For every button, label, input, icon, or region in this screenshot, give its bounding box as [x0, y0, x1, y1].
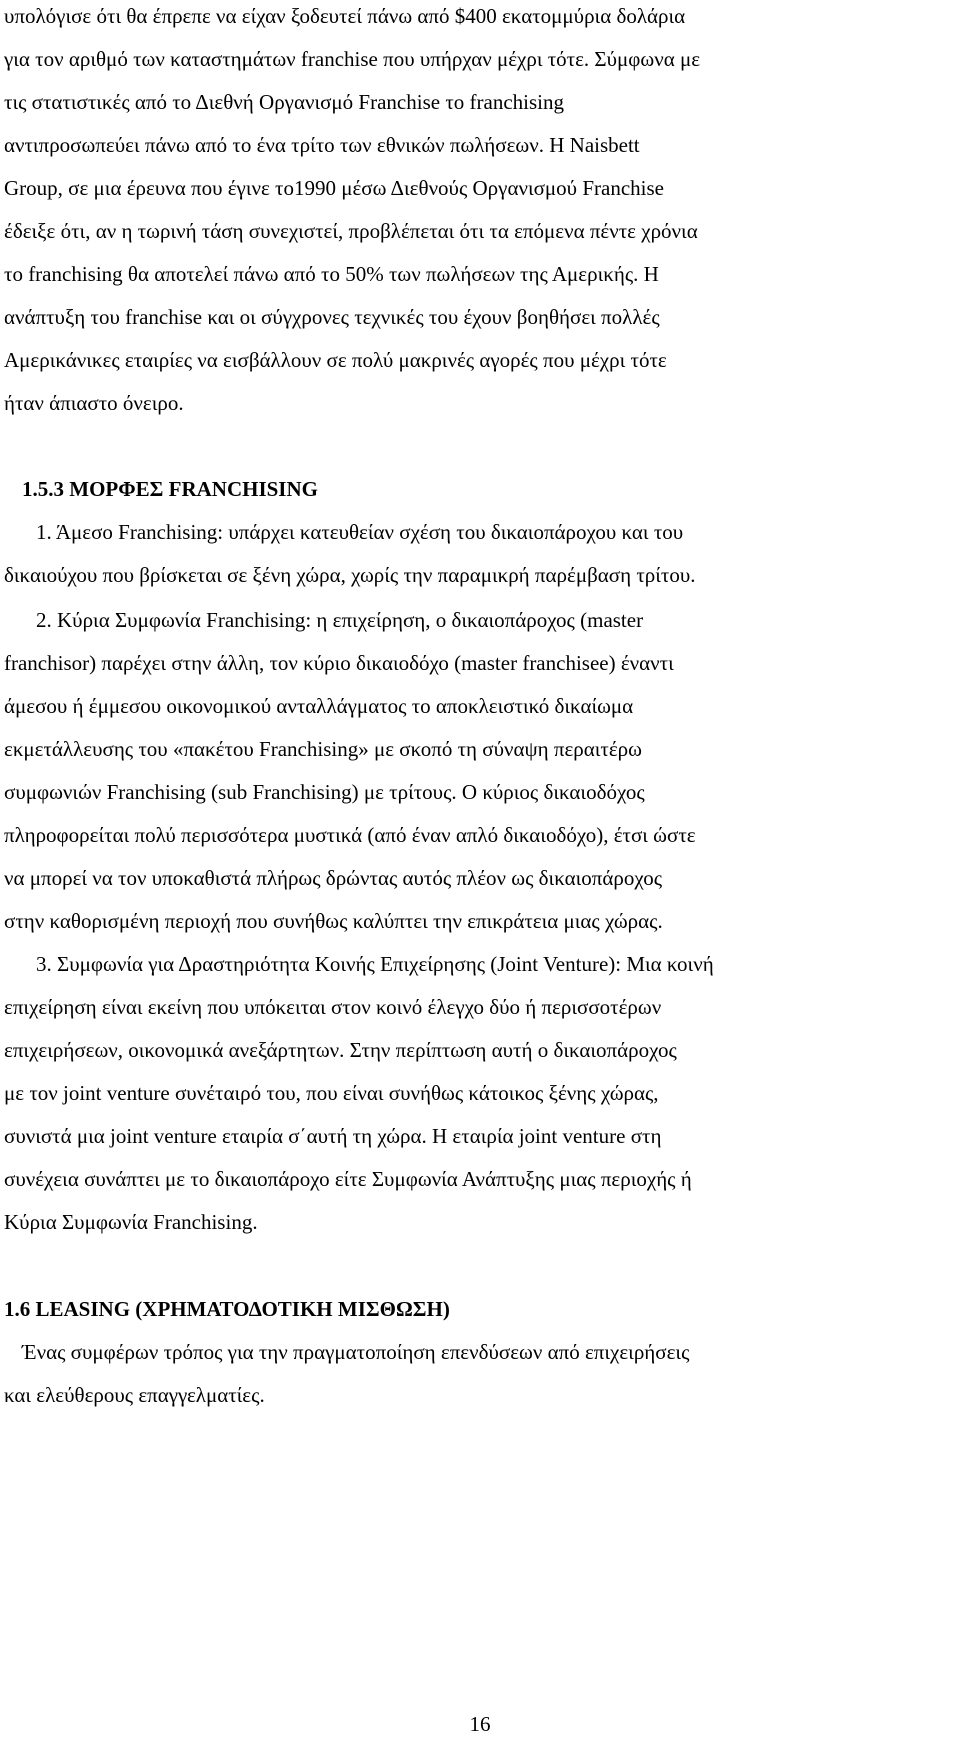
- item2-line-4: εκμετάλλευσης του «πακέτου Franchising» με σκοπό τη σύναψη περαιτέρω: [4, 737, 642, 761]
- intro-line-10: ήταν άπιαστο όνειρο.: [4, 391, 184, 415]
- item2-line-2: franchisor) παρέχει στην άλλη, τον κύριο δικαιοδόχο (master franchisee) έναντι: [4, 651, 674, 675]
- intro-line-9: Αμερικάνικες εταιρίες να εισβάλλουν σε πολύ μακρινές αγορές που μέχρι τότε: [4, 348, 667, 372]
- item3-line-1: 3. Συμφωνία για Δραστηριότητα Κοινής Επιχείρησης (Joint Venture): Μια κοινή: [36, 952, 714, 976]
- intro-line-6: έδειξε ότι, αν η τωρινή τάση συνεχιστεί, προβλέπεται ότι τα επόμενα πέντε χρόνια: [4, 219, 698, 243]
- section-heading-1-6: 1.6 LEASING (ΧΡΗΜΑΤΟΔΟΤΙΚΗ ΜΙΣΘΩΣΗ): [4, 1297, 450, 1321]
- intro-line-1: υπολόγισε ότι θα έπρεπε να είχαν ξοδευτεί πάνω από $400 εκατομμύρια δολάρια: [4, 4, 686, 28]
- item1-line-1: 1. Άμεσο Franchising: υπάρχει κατευθείαν σχέση του δικαιοπάροχου και του: [36, 520, 684, 544]
- intro-line-5: Group, σε μια έρευνα που έγινε το1990 μέσω Διεθνούς Οργανισμού Franchise: [4, 176, 664, 200]
- item3-line-6: συνέχεια συνάπτει με το δικαιοπάροχο είτε Συμφωνία Ανάπτυξης μιας περιοχής ή: [4, 1167, 692, 1191]
- item3-line-3: επιχειρήσεων, οικονομικά ανεξάρτητων. Στην περίπτωση αυτή ο δικαιοπάροχος: [4, 1038, 677, 1062]
- item2-line-7: να μπορεί να τον υποκαθιστά πλήρως δρώντας αυτός πλέον ως δικαιοπάροχος: [4, 866, 663, 890]
- page-number: 16: [469, 1712, 491, 1736]
- intro-line-7: το franchising θα αποτελεί πάνω από το 50% των πωλήσεων της Αμερικής. Η: [4, 262, 659, 286]
- intro-line-8: ανάπτυξη του franchise και οι σύγχρονες τεχνικές του έχουν βοηθήσει πολλές: [4, 305, 660, 329]
- intro-line-4: αντιπροσωπεύει πάνω από το ένα τρίτο των εθνικών πωλήσεων. Η Naisbett: [4, 133, 640, 157]
- item2-line-1: 2. Κύρια Συμφωνία Franchising: η επιχείρηση, ο δικαιοπάροχος (master: [36, 608, 644, 632]
- item2-line-3: άμεσου ή έμμεσου οικονομικού ανταλλάγματος το αποκλειστικό δικαίωμα: [4, 694, 634, 718]
- intro-line-3: τις στατιστικές από το Διεθνή Οργανισμό Franchise το franchising: [4, 90, 564, 114]
- leasing-line-1: Ένας συμφέρων τρόπος για την πραγματοποίηση επενδύσεων από επιχειρήσεις: [22, 1340, 690, 1364]
- item3-line-7: Κύρια Συμφωνία Franchising.: [4, 1210, 258, 1234]
- intro-line-2: για τον αριθμό των καταστημάτων franchise που υπήρχαν μέχρι τότε. Σύμφωνα με: [4, 47, 701, 71]
- item3-line-4: με τον joint venture συνέταιρό του, που είναι συνήθως κάτοικος ξένης χώρας,: [4, 1081, 659, 1105]
- item3-line-5: συνιστά μια joint venture εταιρία σ΄αυτή τη χώρα. Η εταιρία joint venture στη: [4, 1124, 662, 1148]
- item2-line-5: συμφωνιών Franchising (sub Franchising) με τρίτους. Ο κύριος δικαιοδόχος: [4, 780, 645, 804]
- item3-line-2: επιχείρηση είναι εκείνη που υπόκειται στον κοινό έλεγχο δύο ή περισσοτέρων: [4, 995, 662, 1019]
- item2-line-6: πληροφορείται πολύ περισσότερα μυστικά (από έναν απλό δικαιοδόχο), έτσι ώστε: [4, 823, 696, 847]
- item2-line-8: στην καθορισμένη περιοχή που συνήθως καλύπτει την επικράτεια μιας χώρας.: [4, 909, 663, 933]
- item1-line-2: δικαιούχου που βρίσκεται σε ξένη χώρα, χωρίς την παραμικρή παρέμβαση τρίτου.: [4, 563, 696, 587]
- leasing-line-2: και ελεύθερους επαγγελματίες.: [4, 1383, 265, 1407]
- section-heading-1-5-3: 1.5.3 ΜΟΡΦΕΣ FRANCHISING: [22, 477, 318, 501]
